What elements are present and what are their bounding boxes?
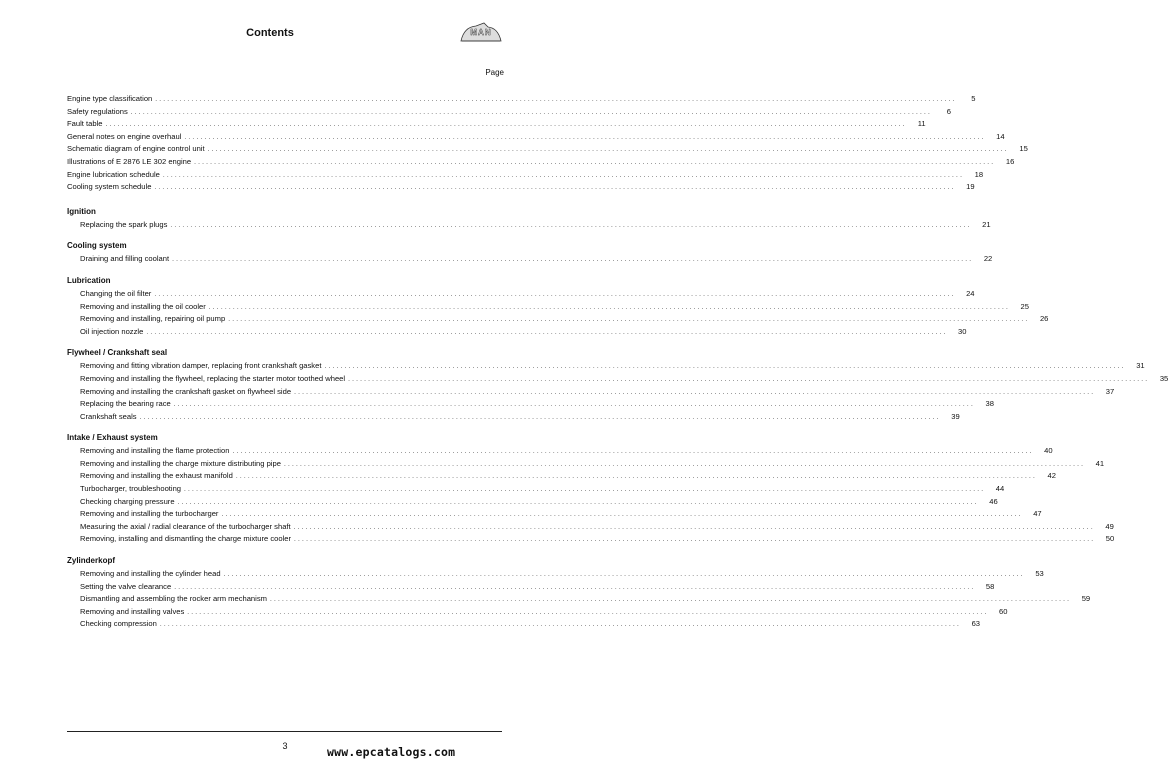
toc-entry-page: 49: [1105, 521, 1114, 531]
toc-entry-label: Removing, installing and dismantling the charge mixture cooler: [80, 534, 292, 544]
toc-entry[interactable]: [67, 313, 1049, 326]
toc-entry-label: Measuring the axial / radial clearance of the turbocharger shaft: [80, 521, 291, 531]
toc-entry[interactable]: [67, 458, 1105, 471]
dot-leader: ........................................................................................................................................................................................................: [228, 316, 1030, 324]
toc-entry-label: Removing and installing the oil cooler: [80, 301, 206, 311]
toc-entry-page: 42: [1047, 471, 1056, 481]
toc-entry[interactable]: [67, 593, 1091, 606]
toc-entry-page: 60: [999, 606, 1008, 616]
toc-entry[interactable]: [67, 131, 1005, 144]
toc-entry-label: General notes on engine overhaul: [67, 131, 182, 141]
toc-entry[interactable]: [67, 301, 1029, 314]
dot-leader: ........................................................................................................................................................................................................: [170, 221, 972, 229]
toc-section: [67, 555, 1091, 631]
section-heading: Intake / Exhaust system: [67, 433, 158, 443]
toc-entry-page: 11: [917, 119, 926, 129]
dot-leader: ........................................................................................................................................................................................................: [294, 536, 1096, 544]
toc-entry-label: Schematic diagram of engine control unit: [67, 144, 205, 154]
toc-entry-label: Fault table: [67, 119, 103, 129]
toc-entry-page: 39: [951, 411, 960, 421]
toc-entry[interactable]: [67, 508, 1042, 521]
toc-entry[interactable]: [67, 386, 1115, 399]
toc-entry-label: Removing and installing, repairing oil pump: [80, 314, 226, 324]
dot-leader: ........................................................................................................................................................................................................: [184, 486, 986, 494]
toc-entry-page: 59: [1081, 594, 1091, 604]
toc-entry-label: Replacing the spark plugs: [80, 219, 168, 229]
toc-entry[interactable]: [67, 156, 1015, 169]
toc-entry[interactable]: [67, 326, 967, 339]
table-of-contents: [67, 93, 1168, 640]
toc-entry-label: Setting the valve clearance: [80, 581, 172, 591]
dot-leader: ........................................................................................................................................................................................................: [232, 448, 1034, 456]
toc-entry-page: 30: [958, 326, 967, 336]
toc-entry[interactable]: [67, 118, 926, 131]
dot-leader: ........................................................................................................................................................................................................: [294, 388, 1096, 396]
page-title: Contents: [246, 27, 294, 39]
toc-entry-page: 44: [995, 484, 1005, 494]
section-heading: Ignition: [67, 206, 96, 216]
toc-entry[interactable]: [67, 606, 1008, 619]
dot-leader: ........................................................................................................................................................................................................: [187, 608, 989, 616]
toc-entry-page: 46: [989, 496, 998, 506]
toc-entry-page: 58: [985, 581, 995, 591]
toc-entry[interactable]: [67, 93, 976, 106]
toc-entry[interactable]: [67, 288, 975, 301]
footer-divider: [67, 731, 502, 732]
toc-entry[interactable]: [67, 618, 981, 631]
dot-leader: ........................................................................................................................................................................................................: [235, 473, 1037, 481]
toc-entry-page: 40: [1044, 446, 1053, 456]
toc-entry[interactable]: [67, 398, 994, 411]
dot-leader: ........................................................................................................................................................................................................: [293, 523, 1095, 531]
toc-entry-page: 47: [1033, 509, 1042, 519]
toc-section: [67, 347, 1168, 423]
toc-entry-label: Crankshaft seals: [80, 411, 137, 421]
toc-entry-label: Dismantling and assembling the rocker arm mechanism: [80, 594, 267, 604]
toc-entry-page: 22: [983, 254, 993, 264]
toc-entry-label: Checking charging pressure: [80, 496, 175, 506]
logo-text: MAN: [470, 28, 492, 37]
toc-entry-page: 14: [996, 131, 1005, 141]
dot-leader: ........................................................................................................................................................................................................: [223, 571, 1025, 579]
toc-entry-page: 41: [1095, 458, 1105, 468]
dot-leader: ........................................................................................................................................................................................................: [173, 401, 975, 409]
toc-entry-page: 6: [946, 106, 951, 116]
toc-entry-label: Removing and installing the crankshaft gasket on flywheel side: [80, 386, 292, 396]
dot-leader: ........................................................................................................................................................................................................: [348, 375, 1150, 383]
toc-entry[interactable]: [67, 521, 1114, 534]
dot-leader: ........................................................................................................................................................................................................: [208, 303, 1010, 311]
page-column-header: Page: [485, 68, 504, 77]
toc-entry-page: 16: [1005, 156, 1015, 166]
dot-leader: ........................................................................................................................................................................................................: [154, 290, 956, 298]
dot-leader: ........................................................................................................................................................................................................: [139, 413, 941, 421]
toc-entry-label: Removing and fitting vibration damper, replacing front crankshaft gasket: [80, 361, 322, 371]
toc-section: [67, 240, 993, 266]
toc-entry[interactable]: [67, 253, 993, 266]
dot-leader: ........................................................................................................................................................................................................: [177, 498, 979, 506]
toc-entry[interactable]: [67, 181, 975, 194]
toc-entry-label: Cooling system schedule: [67, 182, 152, 192]
toc-entry-page: 26: [1039, 314, 1049, 324]
toc-entry-page: 19: [966, 182, 975, 192]
toc-entry[interactable]: [67, 106, 951, 119]
toc-entry-label: Engine type classification: [67, 94, 153, 103]
dot-leader: ........................................................................................................................................................................................................: [221, 511, 1023, 519]
toc-entry-page: 37: [1105, 386, 1115, 396]
toc-entry-label: Safety regulations: [67, 106, 128, 116]
toc-entry-label: Engine lubrication schedule: [67, 169, 160, 179]
dot-leader: ........................................................................................................................................................................................................: [159, 621, 962, 629]
toc-entry-label: Illustrations of E 2876 LE 302 engine: [67, 156, 192, 166]
watermark-url: www.epcatalogs.com: [327, 745, 456, 759]
toc-entry-page: 24: [966, 288, 975, 298]
dot-leader: ........................................................................................................................................................................................................: [174, 583, 976, 591]
toc-entry-label: Removing and installing valves: [80, 606, 185, 616]
dot-leader: ........................................................................................................................................................................................................: [184, 133, 986, 141]
section-heading: Cooling system: [67, 241, 127, 251]
toc-entry-page: 5: [971, 94, 976, 103]
toc-section: [67, 432, 1115, 546]
dot-leader: ........................................................................................................................................................................................................: [207, 146, 1009, 154]
section-heading: Lubrication: [67, 275, 111, 285]
toc-entry-label: Removing and installing the exhaust manifold: [80, 471, 233, 481]
dot-leader: ........................................................................................................................................................................................................: [324, 363, 1126, 371]
toc-section: [67, 206, 991, 232]
toc-entry-page: 15: [1019, 144, 1028, 154]
dot-leader: ........................................................................................................................................................................................................: [146, 328, 948, 336]
toc-entry-page: 53: [1035, 569, 1044, 579]
dot-leader: ........................................................................................................................................................................................................: [130, 108, 932, 116]
toc-entry-label: Turbocharger, troubleshooting: [80, 484, 182, 494]
toc-entry[interactable]: [67, 445, 1053, 458]
dot-leader: ........................................................................................................................................................................................................: [154, 184, 956, 192]
dot-leader: ........................................................................................................................................................................................................: [283, 460, 1086, 468]
dot-leader: ........................................................................................................................................................................................................: [155, 96, 957, 103]
toc-entry-page: 50: [1105, 534, 1115, 544]
toc-entry-page: 35: [1159, 373, 1168, 383]
toc-entry-label: Removing and installing the turbocharger: [80, 509, 219, 519]
toc-entry[interactable]: [67, 496, 998, 509]
toc-entry-label: Removing and installing the flame protection: [80, 446, 230, 456]
toc-section: [67, 275, 1049, 338]
toc-entry-label: Oil injection nozzle: [80, 326, 144, 336]
toc-entry[interactable]: [67, 411, 960, 424]
toc-entry[interactable]: [67, 373, 1168, 386]
toc-entry[interactable]: [67, 360, 1145, 373]
toc-entry-label: Removing and installing the flywheel, replacing the starter motor toothed wheel: [80, 373, 346, 383]
toc-entry-page: 18: [974, 169, 984, 179]
toc-entry[interactable]: [67, 533, 1115, 546]
toc-entry-label: Checking compression: [80, 619, 157, 629]
dot-leader: ........................................................................................................................................................................................................: [269, 596, 1072, 604]
section-heading: Flywheel / Crankshaft seal: [67, 348, 168, 358]
page-number: 3: [282, 741, 288, 751]
toc-entry-page: 63: [971, 619, 981, 629]
section-heading: Zylinderkopf: [67, 556, 116, 566]
dot-leader: ........................................................................................................................................................................................................: [172, 256, 974, 264]
man-logo: [458, 21, 504, 47]
dot-leader: ........................................................................................................................................................................................................: [105, 121, 907, 129]
toc-entry-label: Replacing the bearing race: [80, 399, 171, 409]
toc-entry[interactable]: [67, 581, 995, 594]
toc-entry[interactable]: [67, 568, 1044, 581]
toc-entry-label: Draining and filling coolant: [80, 254, 170, 264]
toc-entry-label: Changing the oil filter: [80, 288, 152, 298]
toc-entry[interactable]: [67, 143, 1028, 156]
toc-entry[interactable]: [67, 219, 991, 232]
toc-entry[interactable]: [67, 470, 1056, 483]
toc-section: [67, 93, 1028, 194]
toc-entry-page: 21: [982, 219, 991, 229]
toc-entry[interactable]: [67, 483, 1005, 496]
toc-entry-page: 31: [1136, 361, 1145, 371]
toc-entry-label: Removing and installing the cylinder head: [80, 569, 221, 579]
toc-entry[interactable]: [67, 169, 984, 182]
dot-leader: ........................................................................................................................................................................................................: [162, 171, 965, 179]
toc-entry-page: 38: [985, 399, 994, 409]
toc-entry-label: Removing and installing the charge mixture distributing pipe: [80, 458, 281, 468]
dot-leader: ........................................................................................................................................................................................................: [194, 158, 996, 166]
toc-entry-page: 25: [1020, 301, 1029, 311]
